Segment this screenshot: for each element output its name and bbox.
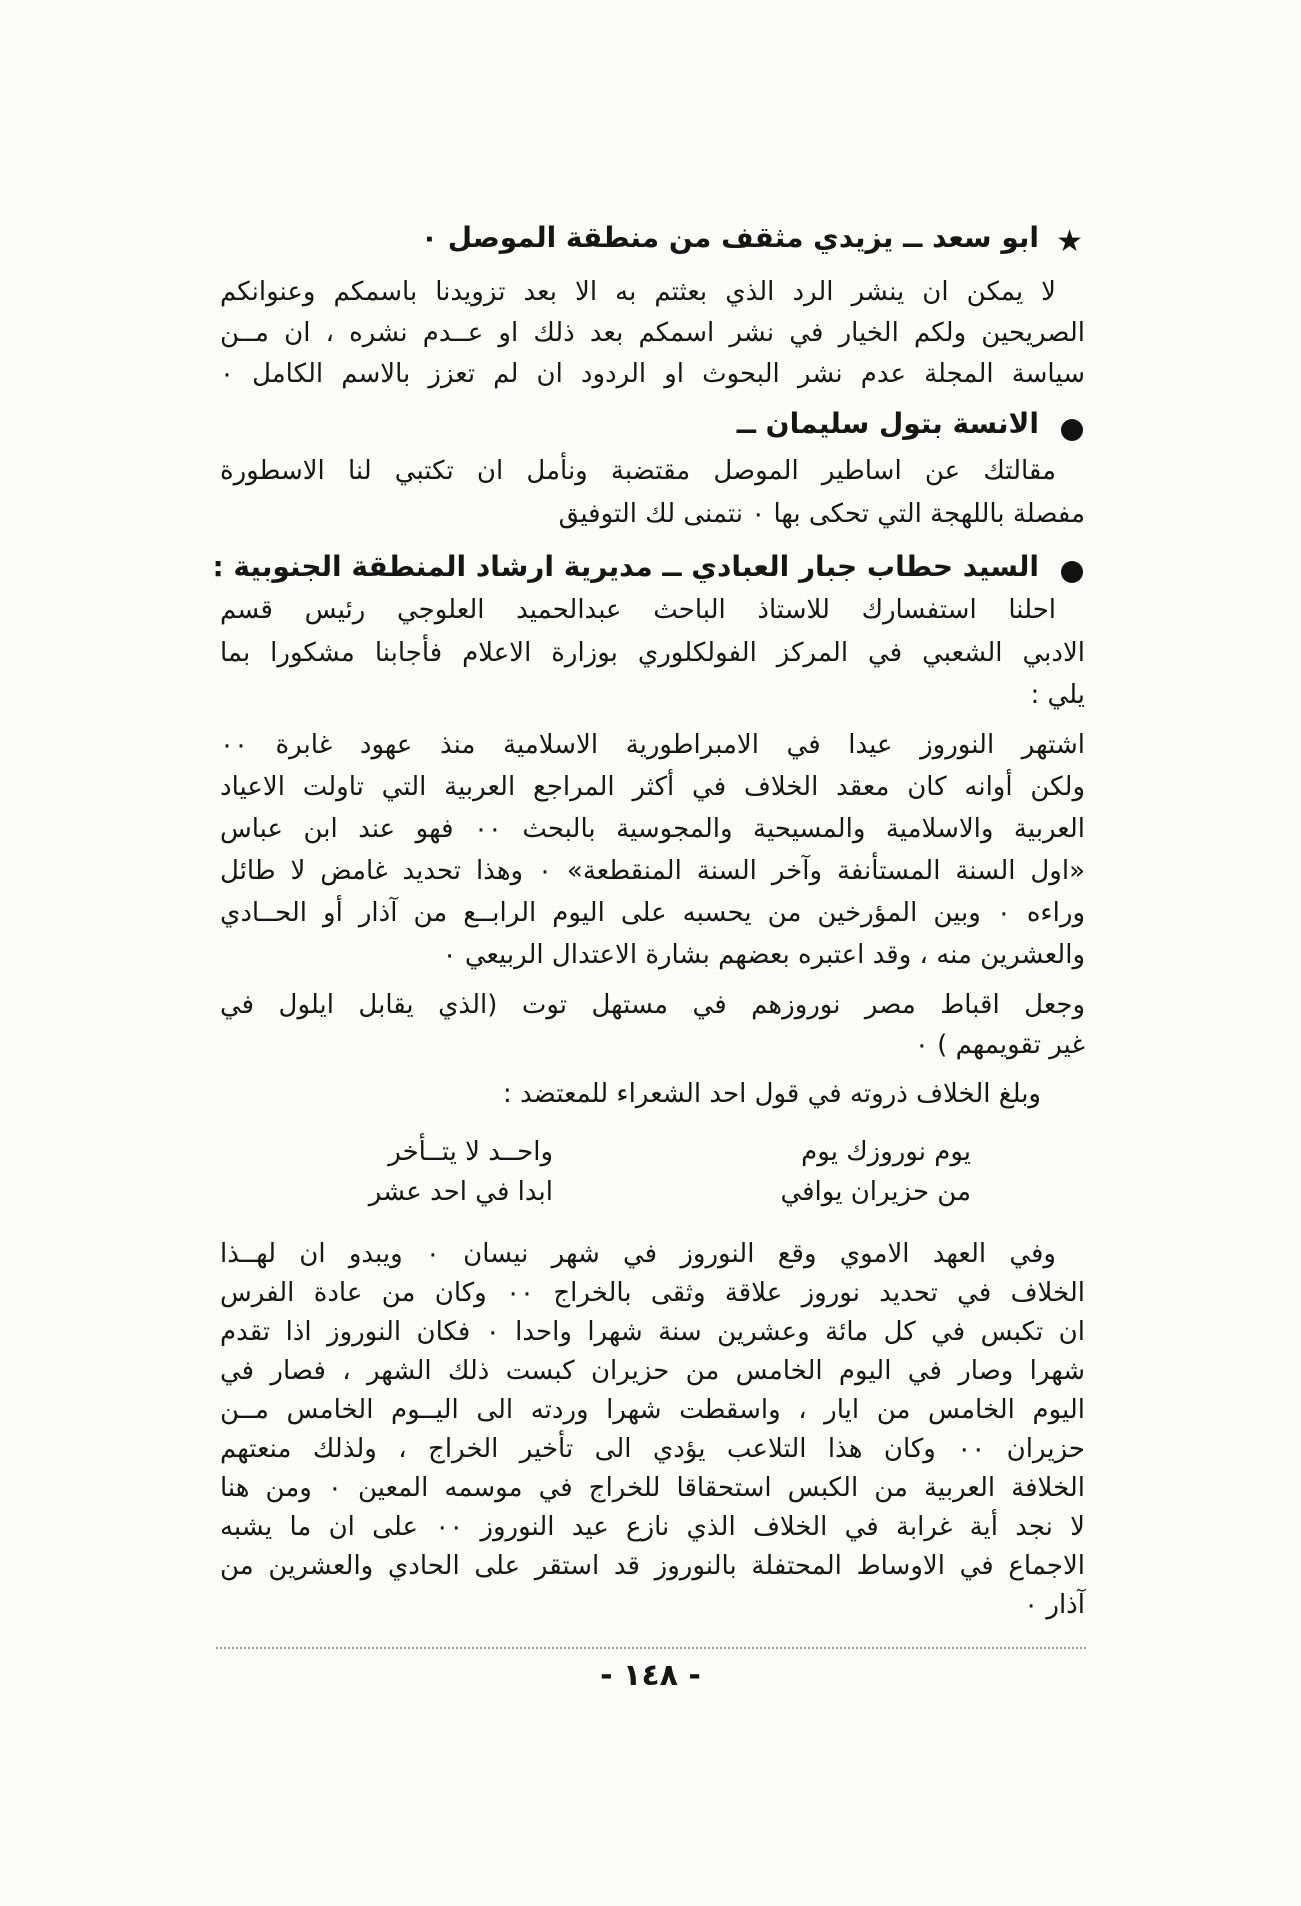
paragraph-1-line-3: العربية والاسلامية والمسيحية والمجوسية بالبحث ٠٠ فهو عند ابن عباس [220,814,1085,844]
paragraph-1-line-5: وراءه ٠ وبين المؤرخين من يحسبه على اليوم الرابــع من آذار أو الحــادي [220,898,1085,928]
paragraph-4-line-8: لا نجد أية غرابة في الخلاف الذي نازع عيد النوروز ٠٠ على ان ما يشبه [220,1512,1085,1542]
paragraph-1-line-1: اشتهر النوروز عيدا في الامبراطورية الاسلامية منذ عهود غابرة ٠٠ [220,730,1085,760]
poem-verse-2-first-hemistich: من حزيران يوافي [780,1177,971,1207]
bullet-dot-icon [1061,561,1083,583]
paragraph-4-line-9: الاجماع في الاوساط المحتفلة بالنوروز قد استقر على الحادي والعشرين من [220,1551,1085,1581]
section-heading-1: ابو سعد ــ يزيدي مثقف من منطقة الموصل ٠ [420,221,1039,254]
poem-verse-1-first-hemistich: يوم نوروزك يوم [801,1137,971,1167]
paragraph-2-line-2: غير تقويمهم ) ٠ [914,1030,1085,1060]
poem-verse-2-second-hemistich: ابدا في احد عشر [368,1177,553,1207]
bullet-dot-icon [1061,419,1083,441]
page-number: - ١٤٨ - [600,1658,701,1693]
paragraph-4-line-6: حزيران ٠٠ وكان هذا التلاعب يؤدي الى تأخير الخراج ، ولذلك منعتهم [220,1434,1085,1464]
paragraph-4-line-10: آذار ٠ [1024,1590,1085,1620]
section-heading-2: الانسة بتول سليمان ــ [736,407,1039,440]
paragraph-4-line-4: شهرا وصار في اليوم الخامس من حزيران كبست ذلك الشهر ، فصار في [220,1356,1085,1386]
section-1-line-1: لا يمكن ان ينشر الرد الذي بعثتم به الا بعد تزويدنا باسمكم وعنوانكم [220,277,1056,307]
section-1-line-3: سياسة المجلة عدم نشر البحوث او الردود ان لم تعزز بالاسم الكامل ٠ [220,359,1085,389]
section-1-line-2: الصريحين ولكم الخيار في نشر اسمكم بعد ذلك او عــدم نشره ، ان مــن [220,318,1085,348]
paragraph-4-line-3: ان تكبس في كل مائة وعشرين سنة شهرا واحدا ٠ فكان النوروز اذا تقدم [220,1317,1085,1347]
paragraph-4-line-1: وفي العهد الاموي وقع النوروز في شهر نيسان ٠ ويبدو ان لهــذا [220,1239,1056,1269]
poem-verse-1-second-hemistich: واحــد لا يتــأخر [388,1137,553,1167]
footer-divider [216,1647,1086,1649]
section-3-line-3: يلي : [1030,680,1085,710]
section-heading-3: السيد حطاب جبار العبادي ــ مديرية ارشاد المنطقة الجنوبية : [212,550,1039,583]
section-2-line-1: مقالتك عن اساطير الموصل مقتضبة ونأمل ان تكتبي لنا الاسطورة [220,456,1056,486]
paragraph-1-line-4: «اول السنة المستأنفة وآخر السنة المنقطعة» ٠ وهذا تحديد غامض لا طائل [220,856,1085,886]
star-icon: ★ [1056,224,1083,259]
section-2-line-2: مفصلة باللهجة التي تحكى بها ٠ نتمنى لك التوفيق [558,499,1085,529]
section-3-line-2: الادبي الشعبي في المركز الفولكلوري بوزارة الاعلام فأجابنا مشكورا بما [220,638,1085,668]
paragraph-3: وبلغ الخلاف ذروته في قول احد الشعراء للمعتضد : [503,1079,1041,1109]
paragraph-4-line-2: الخلاف في تحديد نوروز علاقة وثقى بالخراج ٠٠ وكان من عادة الفرس [220,1278,1085,1308]
section-3-line-1: احلنا استفسارك للاستاذ الباحث عبدالحميد العلوجي رئيس قسم [220,595,1056,625]
paragraph-4-line-7: الخلافة العربية من الكبس استحقاقا للخراج في موسمه المعين ٠ ومن هنا [220,1473,1085,1503]
paragraph-4-line-5: اليوم الخامس من ايار ، واسقطت شهرا وردته الى اليــوم الخامس مــن [220,1395,1085,1425]
paragraph-1-line-6: والعشرين منه ، وقد اعتبره بعضهم بشارة الاعتدال الربيعي ٠ [442,940,1085,970]
paragraph-2-line-1: وجعل اقباط مصر نوروزهم في مستهل توت (الذي يقابل ايلول في [220,990,1085,1020]
paragraph-1-line-2: ولكن أوانه كان معقد الخلاف في أكثر المراجع العربية التي تاولت الاعياد [220,772,1085,802]
